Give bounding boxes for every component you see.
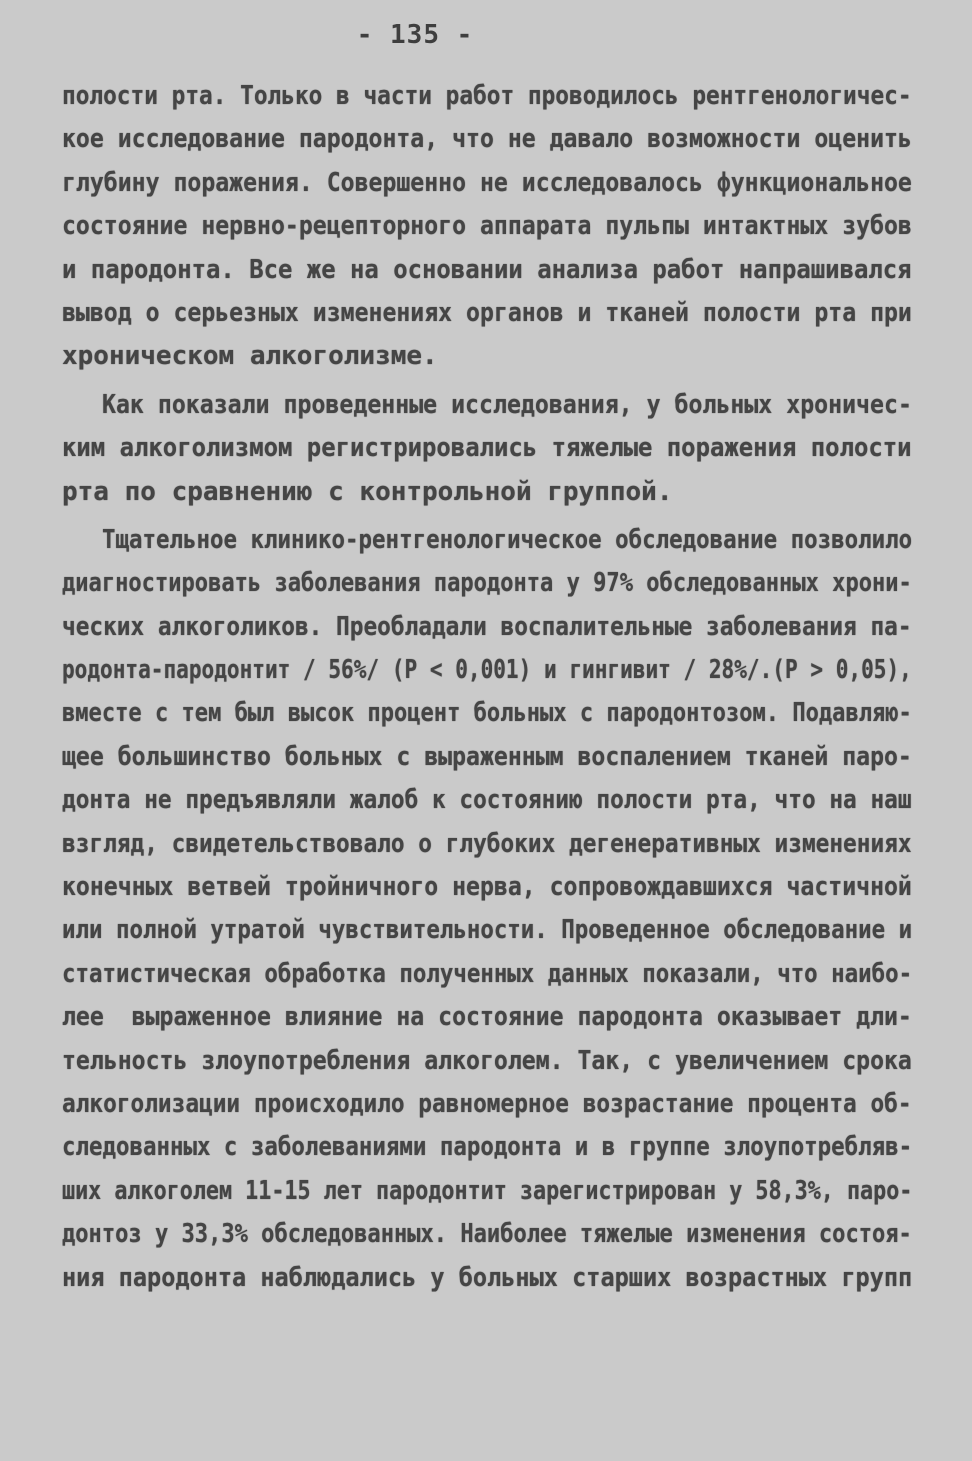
- paragraph-2: [62, 384, 912, 514]
- body-text: [62, 75, 912, 1300]
- paragraph-3: [62, 519, 912, 1300]
- page-number: - 135 -: [356, 20, 474, 50]
- paragraph-1: [62, 75, 912, 379]
- text-line: донтоз у 33,3% обследованных. Наиболее тяжелые изменения состоя-: [62, 1219, 912, 1250]
- text-line: Как показали проведенные исследования, у больных хроничес-: [102, 389, 912, 420]
- text-line: ния пародонта наблюдались у больных старших возрастных групп: [62, 1262, 912, 1293]
- text-line: и пародонта. Все же на основании анализа работ напрашивался: [62, 254, 912, 285]
- text-line: родонта-пародонтит / 56%/ (P < 0,001) и гингивит / 28%/.(P > 0,05),: [62, 655, 912, 686]
- text-line: вместе с тем был высок процент больных с пародонтозом. Подавляю-: [62, 698, 912, 729]
- text-line: диагностировать заболевания пародонта у 97% обследованных хрони-: [62, 568, 912, 599]
- text-line: рта по сравнению с контрольной группой.: [62, 476, 673, 507]
- text-line: ших алкоголем 11-15 лет пародонтит зарегистрирован у 58,3%, паро-: [62, 1175, 912, 1206]
- text-line: глубину поражения. Совершенно не исследовалось функциональное: [62, 167, 912, 198]
- text-line: состояние нервно-рецепторного аппарата пульпы интактных зубов: [62, 211, 912, 242]
- text-line: ким алкоголизмом регистрировались тяжелые поражения полости: [62, 433, 912, 464]
- text-line: ческих алкоголиков. Преобладали воспалительные заболевания па-: [62, 611, 912, 642]
- text-line: щее большинство больных с выраженным воспалением тканей паро-: [62, 741, 912, 772]
- text-line: конечных ветвей тройничного нерва, сопровождавшихся частичной: [62, 872, 912, 903]
- text-line: Тщательное клинико-рентгенологическое обследование позволило: [102, 524, 912, 555]
- text-line: полости рта. Только в части работ проводилось рентгенологичес-: [62, 81, 912, 111]
- text-line: хроническом алкоголизме.: [62, 341, 438, 372]
- text-line: алкоголизации происходило равномерное возрастание процента об-: [62, 1088, 912, 1119]
- text-line: вывод о серьезных изменениях органов и тканей полости рта при: [62, 297, 912, 328]
- text-line: донта не предъявляли жалоб к состоянию полости рта, что на наш: [62, 785, 912, 816]
- text-line: следованных с заболеваниями пародонта и в группе злоупотребляв-: [62, 1132, 912, 1163]
- text-line: тельность злоупотребления алкоголем. Так, с увеличением срока: [62, 1045, 912, 1076]
- text-line: статистическая обработка полученных данных показали, что наибо-: [62, 958, 912, 989]
- text-line: лее выраженное влияние на состояние пародонта оказывает дли-: [62, 1002, 912, 1033]
- text-line: кое исследование пародонта, что не давало возможности оценить: [62, 124, 912, 155]
- text-line: взгляд, свидетельствовало о глубоких дегенеративных изменениях: [62, 828, 912, 859]
- text-line: или полной утратой чувствительности. Проведенное обследование и: [62, 915, 912, 946]
